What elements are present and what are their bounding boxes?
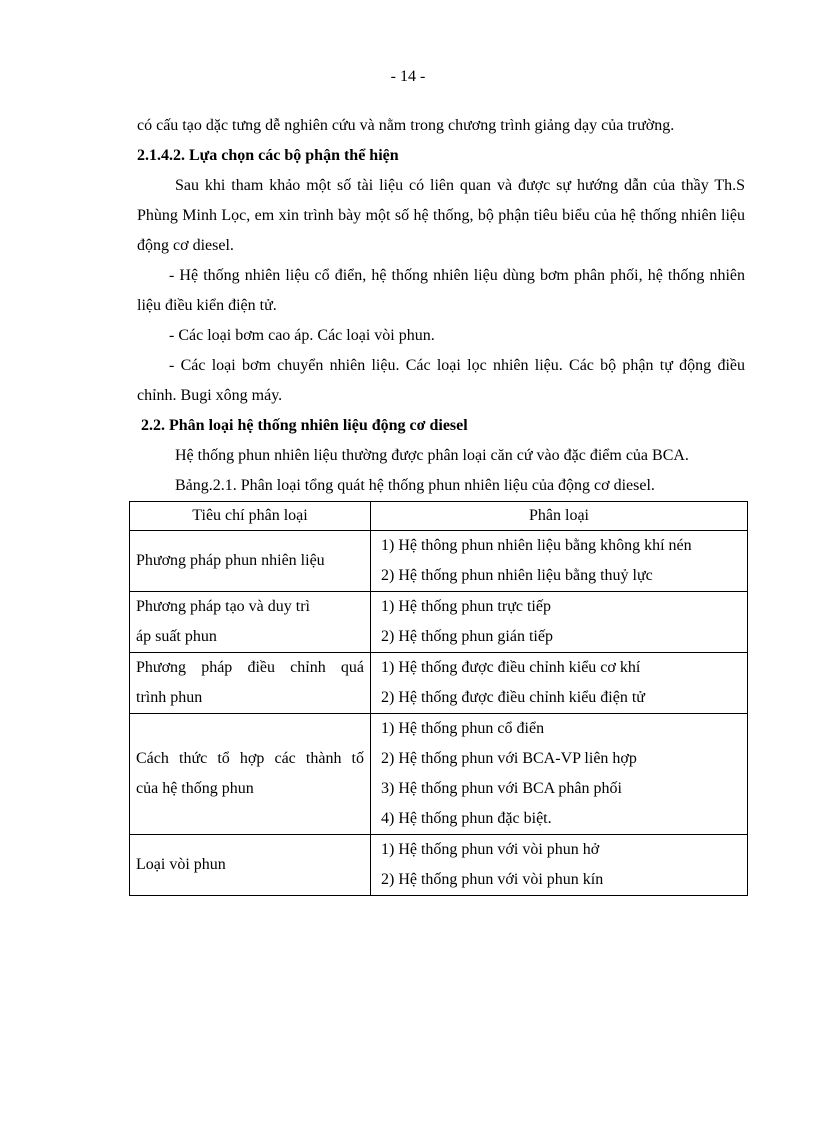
criterion-text: của hệ thống phun xyxy=(136,780,254,797)
header-classification: Phân loại xyxy=(371,502,748,531)
option-item: 1) Hệ thống phun trực tiếp xyxy=(381,598,551,615)
options-cell xyxy=(371,653,748,714)
criterion-text: Phương pháp phun nhiên liệu xyxy=(136,552,325,569)
criterion-cell xyxy=(130,835,371,896)
option-item: 2) Hệ thống được điều chỉnh kiểu điện tử xyxy=(381,689,645,706)
criterion-text: Phương pháp tạo và duy trì xyxy=(136,598,310,615)
table-caption: Bảng.2.1. Phân loại tổng quát hệ thống phun nhiên liệu của động cơ diesel. xyxy=(175,477,655,494)
table-row xyxy=(130,653,748,714)
list-item-transfer-pumps: - Các loại bơm chuyển nhiên liệu. Các loại lọc nhiên liệu. Các bộ phận tự động điều chỉnh. Bugi xông máy. xyxy=(137,357,745,404)
criterion-text: Cách thức tổ hợp các thành tố xyxy=(136,750,364,767)
option-item: 2) Hệ thống phun nhiên liệu bằng thuỷ lực xyxy=(381,567,653,584)
option-item: 1) Hệ thống được điều chỉnh kiểu cơ khí xyxy=(381,659,641,676)
header-criteria: Tiêu chí phân loại xyxy=(130,502,371,531)
heading-2-2: 2.2. Phân loại hệ thống nhiên liệu động cơ diesel xyxy=(141,417,468,434)
table-row xyxy=(130,531,748,592)
heading-2-1-4-2: 2.1.4.2. Lựa chọn các bộ phận thể hiện xyxy=(137,147,399,164)
option-item: 3) Hệ thống phun với BCA phân phối xyxy=(381,780,622,797)
option-item: 4) Hệ thống phun đặc biệt. xyxy=(381,810,552,827)
options-cell xyxy=(371,835,748,896)
paragraph-guidance: Sau khi tham khảo một số tài liệu có liên quan và được sự hướng dẫn của thầy Th.S Phùng Minh Lọc, em xin trình bày một số hệ thống, bộ phận tiêu biểu của hệ thống nhiên liệu động cơ diesel. xyxy=(137,177,745,254)
list-item-pumps-injectors: - Các loại bơm cao áp. Các loại vòi phun. xyxy=(169,327,435,344)
options-cell xyxy=(371,714,748,835)
option-item: 2) Hệ thống phun gián tiếp xyxy=(381,628,553,645)
page-body xyxy=(137,111,745,896)
criterion-cell xyxy=(130,531,371,592)
option-item: 1) Hệ thông phun nhiên liệu bằng không khí nén xyxy=(381,537,692,554)
table-row xyxy=(130,714,748,835)
paragraph-classify: Hệ thống phun nhiên liệu thường được phân loại căn cứ vào đặc điểm của BCA. xyxy=(175,447,689,464)
option-item: 1) Hệ thống phun cổ điển xyxy=(381,720,545,737)
criterion-cell xyxy=(130,653,371,714)
criterion-cell xyxy=(130,714,371,835)
table-row xyxy=(130,835,748,896)
criterion-text: áp suất phun xyxy=(136,628,217,645)
table-header-row xyxy=(130,502,748,531)
table-row xyxy=(130,592,748,653)
criterion-text: Loại vòi phun xyxy=(136,856,226,873)
option-item: 1) Hệ thống phun với vòi phun hở xyxy=(381,841,600,858)
criterion-cell xyxy=(130,592,371,653)
options-cell xyxy=(371,531,748,592)
criterion-text: Phương pháp điều chỉnh quá xyxy=(136,659,364,676)
list-item-fuel-systems: - Hệ thống nhiên liệu cổ điển, hệ thống nhiên liệu dùng bơm phân phối, hệ thống nhiên liệu điều kiển điện tử. xyxy=(137,267,745,314)
option-item: 2) Hệ thống phun với vòi phun kín xyxy=(381,871,604,888)
option-item: 2) Hệ thống phun với BCA-VP liên hợp xyxy=(381,750,637,767)
paragraph-intro: có cấu tạo dặc tưng dễ nghiên cứu và nằm trong chương trình giảng dạy của trường. xyxy=(137,117,675,134)
options-cell xyxy=(371,592,748,653)
page-number: - 14 - xyxy=(390,68,426,85)
criterion-text: trình phun xyxy=(136,689,203,706)
classification-table xyxy=(129,501,748,896)
